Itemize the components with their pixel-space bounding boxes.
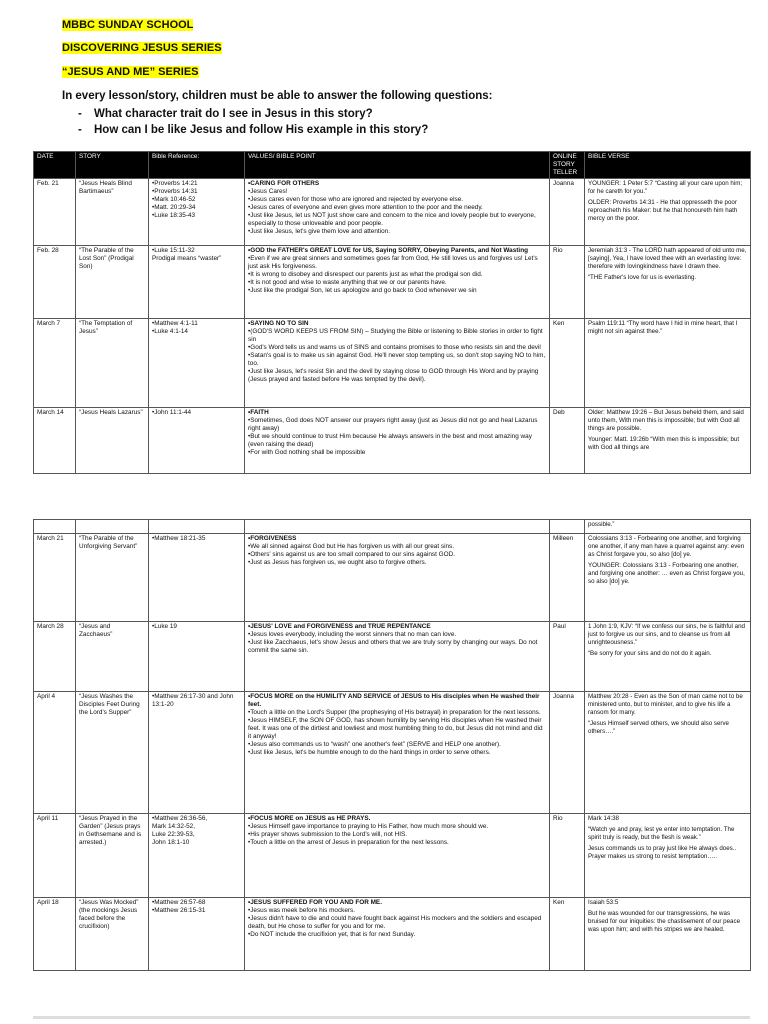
verse-cell: possible.” [585, 520, 751, 534]
page-edge [33, 1016, 750, 1019]
teller-cell: Joanna [550, 692, 585, 814]
verse-cell: Older: Matthew 19:26 – But Jesus beheld them, and said unto them, With men this is impossible; but with God all things are possible. Younger: Matt. 19:26b “With men this is impossible; but with God all things are [585, 408, 751, 474]
question-item: - What character trait do I see in Jesus in this story? [78, 106, 428, 122]
page-title: MBBC SUNDAY SCHOOL [62, 19, 194, 31]
verse-cell: 1 John 1:9, KJV: “If we confess our sins, he is faithful and just to forgive us our sins, and to cleanse us from all unrighteousness.” “Be sorry for your sins and do not do it again. [585, 622, 751, 692]
teller-cell: Milleen [550, 534, 585, 622]
col-header-reference: Bible Reference: [149, 152, 245, 179]
table-row [34, 520, 751, 534]
intro-text: In every lesson/story, children must be able to answer the following questions: [62, 90, 493, 102]
values-cell: •JESUS SUFFERED FOR YOU AND FOR ME. •Jesus was meek before his mockers. •Jesus didn't have to die and could have fought back against His mockers and the soldiers and escaped death, but He chose to suffer for you and for me. •Do NOT include the crucifixion yet, that is for next Sunday. [245, 898, 550, 971]
sub-series-title: “JESUS AND ME” SERIES [62, 66, 199, 78]
reference-cell: •Matthew 26:57-68 •Matthew 26:15-31 [149, 898, 245, 971]
table-row [34, 179, 751, 246]
reference-cell: •Matthew 26:36-56, Mark 14:32-52, Luke 22:39-53, John 18:1-10 [149, 814, 245, 898]
date-cell: April 11 [34, 814, 76, 898]
story-cell: “Jesus Prayed in the Garden” (Jesus prays in Gethsemane and is arrested.) [76, 814, 149, 898]
verse-cell: Colossians 3:13 - Forbearing one another, and forgiving one another, if any man have a quarrel against any: even as Christ forgave you, so also [do] ye. YOUNGER: Colossians 3:13 - Forbearing one another, and forgiving one another: … even as Christ forgave you, so also [do] ye. [585, 534, 751, 622]
verse-cell: Matthew 20:28 - Even as the Son of man came not to be ministered unto, but to minister, and to give his life a ransom for many. “Jesus Himself served others, we should also serve others….” [585, 692, 751, 814]
date-cell: March 28 [34, 622, 76, 692]
series-title: DISCOVERING JESUS SERIES [62, 42, 222, 54]
reference-cell: •Matthew 4:1-11 •Luke 4:1-14 [149, 319, 245, 408]
values-cell: •JESUS' LOVE and FORGIVENESS and TRUE REPENTANCE •Jesus loves everybody, including the worst sinners that no man can love. •Just like Zacchaeus, let's show Jesus and others that we are truly sorry by changing our ways. Do not commit the same sin. [245, 622, 550, 692]
values-cell: •FAITH •Sometimes, God does NOT answer our prayers right away (just as Jesus did not go and heal Lazarus right away) •But we should continue to trust Him because He always answers in the best and most amazing way (even raising the dead) •For with God nothing shall be impossible [245, 408, 550, 474]
reference-cell: •Matthew 18:21-35 [149, 534, 245, 622]
date-cell: March 14 [34, 408, 76, 474]
teller-cell: Rio [550, 246, 585, 319]
values-cell: •CARING FOR OTHERS •Jesus Cares! •Jesus cares even for those who are ignored and rejected by everyone else. •Jesus cares of everyone and even gives more attention to the poor and the needy. •Just like Jesus, let us NOT just show care and concern to the nice and lovely people but to everyone, especially to those unloveable and poor people. •Just like Jesus, let's give them love and attention. [245, 179, 550, 246]
table-row [34, 898, 751, 971]
verse-cell: Psalm 119:11 “Thy word have I hid in mine heart, that I might not sin against thee.” [585, 319, 751, 408]
table-row [34, 319, 751, 408]
col-header-date: DATE [34, 152, 76, 179]
question-list [78, 106, 428, 138]
lesson-table-2-body [34, 520, 751, 971]
table-row [34, 622, 751, 692]
reference-cell: •Matthew 26:17-30 and John 13:1-20 [149, 692, 245, 814]
date-cell: April 4 [34, 692, 76, 814]
question-item: - How can I be like Jesus and follow His example in this story? [78, 122, 428, 138]
lesson-table-1-body [34, 179, 751, 474]
story-cell: “The Temptation of Jesus” [76, 319, 149, 408]
reference-cell: •John 11:1-44 [149, 408, 245, 474]
col-header-story: STORY [76, 152, 149, 179]
lesson-table-1 [33, 151, 751, 474]
teller-cell: Deb [550, 408, 585, 474]
table-row [34, 814, 751, 898]
verse-cell: Jeremiah 31:3 - The LORD hath appeared of old unto me, [saying], Yea, I have loved thee with an everlasting love: therefore with lovingkindness have I drawn thee. “THE Father's love for us is everlasting. [585, 246, 751, 319]
verse-cell: Isaiah 53:5 But he was wounded for our transgressions, he was bruised for our iniquities: the chastisement of our peace was upon him; and with his stripes we are healed. [585, 898, 751, 971]
col-header-verse: BIBLE VERSE [585, 152, 751, 179]
table-row [34, 692, 751, 814]
col-header-values: VALUES/ BIBLE POINT [245, 152, 550, 179]
teller-cell: Ken [550, 898, 585, 971]
story-cell: “Jesus and Zacchaeus” [76, 622, 149, 692]
values-cell: •SAYING NO TO SIN •(GOD'S WORD KEEPS US FROM SIN) – Studying the Bible or listening to Bible stories in order to fight sin •God's Word tells us and warns us of SINS and contains promises to those who resists sin and the devil •Satan's goal is to make us sin against God. He'll never stop tempting us, so don't stop saying NO to him, too. •Just like Jesus, let's resist Sin and the devil by staying close to GOD through His Word and by praying (Jesus prayed and fasted before He was tempted by the devil). [245, 319, 550, 408]
date-cell: March 7 [34, 319, 76, 408]
story-cell: “The Parable of the Lost Son” (Prodigal Son) [76, 246, 149, 319]
story-cell: “Jesus Heals Blind Bartimaeus” [76, 179, 149, 246]
teller-cell: Ken [550, 319, 585, 408]
verse-cell: YOUNGER: 1 Peter 5:7 “Casting all your care upon him; for he careth for you.” OLDER: Proverbs 14:31 - He that oppresseth the poor reproacheth his Maker: but he that honoureth him hath mercy on the poor. [585, 179, 751, 246]
lesson-table-2 [33, 519, 751, 971]
date-cell: Feb. 21 [34, 179, 76, 246]
teller-cell: Joanna [550, 179, 585, 246]
reference-cell: •Luke 19 [149, 622, 245, 692]
date-cell: March 21 [34, 534, 76, 622]
teller-cell: Paul [550, 622, 585, 692]
table-row [34, 246, 751, 319]
reference-cell: •Proverbs 14:21 •Proverbs 14:31 •Mark 10:46-52 •Matt. 20:29-34 •Luke 18:35-43 [149, 179, 245, 246]
story-cell: “Jesus Washes the Disciples Feet During the Lord's Supper” [76, 692, 149, 814]
teller-cell: Rio [550, 814, 585, 898]
table-header-row [34, 152, 751, 179]
story-cell: “Jesus Was Mocked” (the mockings Jesus faced before the crucifixion) [76, 898, 149, 971]
table-row [34, 534, 751, 622]
values-cell: •FORGIVENESS •We all sinned against God but He has forgiven us with all our great sins. •Others' sins against us are too small compared to our sins against GOD. •Just as Jesus has forgiven us, we ought also to forgive others. [245, 534, 550, 622]
reference-cell: •Luke 15:11-32 Prodigal means “waster” [149, 246, 245, 319]
table-row [34, 408, 751, 474]
date-cell: April 18 [34, 898, 76, 971]
values-cell: •FOCUS MORE on the HUMILITY AND SERVICE of JESUS to His disciples when He washed their feet. •Touch a little on the Lord's Supper (the prophesying of His betrayal) in preparation for the next lessons. •Jesus HIMSELF, the SON OF GOD, has shown humility by serving His disciples when He washed their feet. It was one of the dirtiest and lowliest and most humbling thing to do, but Jesus did not mind and did it anyway! •Jesus also commands us to “wash” one another's feet” (SERVE and HELP one another). •Just like Jesus, let's be humble enough to do the hard things in order to serve others. [245, 692, 550, 814]
verse-cell: Mark 14:38 “Watch ye and pray, lest ye enter into temptation. The spirit truly is ready, but the flesh is weak.” Jesus commands us to pray just like He always does.. Prayer makes us strong to resist temptation….. [585, 814, 751, 898]
values-cell: •FOCUS MORE on JESUS as HE PRAYS. •Jesus Himself gave importance to praying to His Father, how much more should we. •His prayer shows submission to the Lord's will, not HIS. •Touch a little on the arrest of Jesus in preparation for the next lessons. [245, 814, 550, 898]
values-cell: •GOD the FATHER's GREAT LOVE for US, Saying SORRY, Obeying Parents, and Not Wasting •Even if we are great sinners and sometimes goes far from God, He still loves us and forgives us! Let's just ask His forgiveness. •It is wrong to disobey and disrespect our parents just as what the prodigal son did. •It is not good and wise to waste anything that we or our parents have. •Just like the prodigal Son, let us apologize and go back to God whenever we sin [245, 246, 550, 319]
col-header-teller: ONLINE STORY TELLER [550, 152, 585, 179]
date-cell: Feb. 28 [34, 246, 76, 319]
story-cell: “The Parable of the Unforgiving Servant” [76, 534, 149, 622]
story-cell: “Jesus Heals Lazarus” [76, 408, 149, 474]
